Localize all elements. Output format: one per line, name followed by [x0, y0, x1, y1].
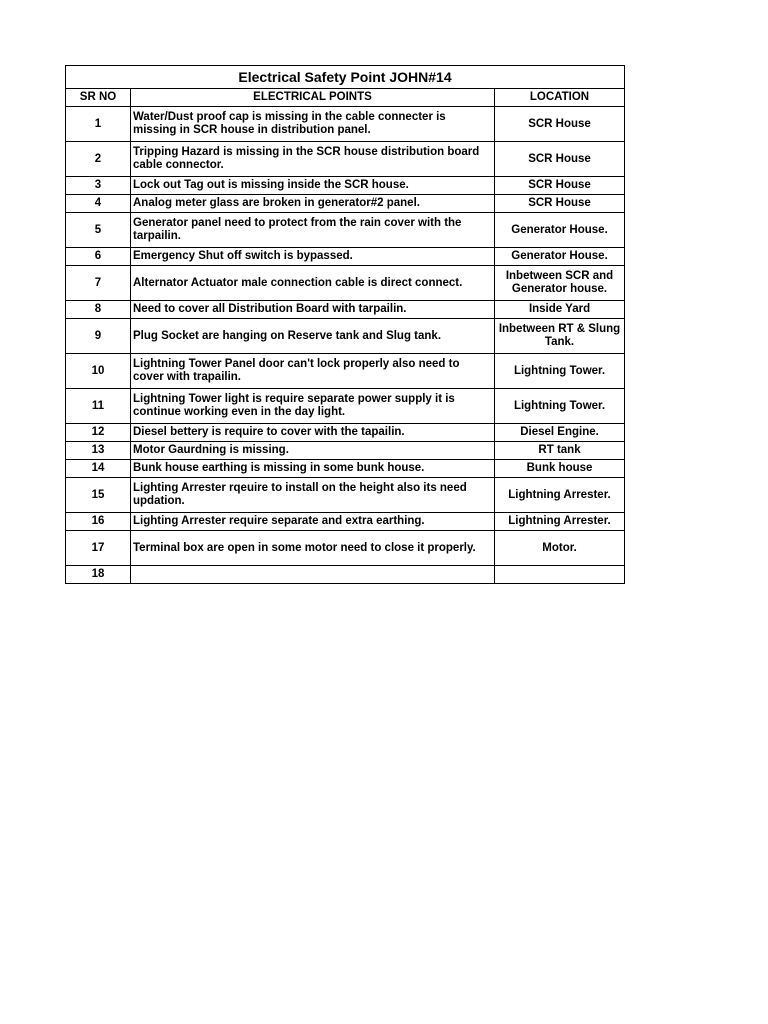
location-cell: Lightning Arrester.: [495, 513, 625, 531]
location-cell: Inbetween RT & Slung Tank.: [495, 319, 625, 354]
electrical-point-cell: Lighting Arrester rqeuire to install on the height also its need updation.: [131, 478, 495, 513]
table-row: [66, 266, 625, 301]
header-location: LOCATION: [495, 89, 625, 107]
electrical-point-cell: Water/Dust proof cap is missing in the cable connecter is missing in SCR house in distribution panel.: [131, 107, 495, 142]
header-sr-no: SR NO: [66, 89, 131, 107]
sr-no-cell: 17: [66, 531, 131, 566]
location-cell: Lightning Arrester.: [495, 478, 625, 513]
sr-no-cell: 14: [66, 460, 131, 478]
table-row: [66, 142, 625, 177]
electrical-point-cell: Lighting Arrester require separate and extra earthing.: [131, 513, 495, 531]
electrical-point-cell: Lock out Tag out is missing inside the SCR house.: [131, 177, 495, 195]
electrical-point-cell: Lightning Tower Panel door can't lock properly also need to cover with trapailin.: [131, 354, 495, 389]
table-row: [66, 248, 625, 266]
sr-no-cell: 15: [66, 478, 131, 513]
table-row: [66, 195, 625, 213]
table-row: [66, 107, 625, 142]
sr-no-cell: 5: [66, 213, 131, 248]
sr-no-cell: 16: [66, 513, 131, 531]
electrical-point-cell: Bunk house earthing is missing in some bunk house.: [131, 460, 495, 478]
sr-no-cell: 8: [66, 301, 131, 319]
table-row: [66, 442, 625, 460]
table-row: [66, 460, 625, 478]
location-cell: SCR House: [495, 195, 625, 213]
electrical-point-cell: Plug Socket are hanging on Reserve tank and Slug tank.: [131, 319, 495, 354]
electrical-point-cell: Lightning Tower light is require separate power supply it is continue working even in the day light.: [131, 389, 495, 424]
location-cell: RT tank: [495, 442, 625, 460]
sr-no-cell: 11: [66, 389, 131, 424]
location-cell: Diesel Engine.: [495, 424, 625, 442]
electrical-point-cell: Alternator Actuator male connection cable is direct connect.: [131, 266, 495, 301]
location-cell: SCR House: [495, 177, 625, 195]
location-cell: Generator House.: [495, 213, 625, 248]
sr-no-cell: 9: [66, 319, 131, 354]
location-cell: Lightning Tower.: [495, 389, 625, 424]
table-row: [66, 319, 625, 354]
table-row: [66, 566, 625, 584]
sr-no-cell: 18: [66, 566, 131, 584]
header-electrical-points: ELECTRICAL POINTS: [131, 89, 495, 107]
location-cell: Generator House.: [495, 248, 625, 266]
location-cell: Inside Yard: [495, 301, 625, 319]
electrical-point-cell: Terminal box are open in some motor need to close it properly.: [131, 531, 495, 566]
electrical-safety-table: [65, 65, 625, 584]
location-cell: Lightning Tower.: [495, 354, 625, 389]
location-cell: Inbetween SCR and Generator house.: [495, 266, 625, 301]
table-row: [66, 424, 625, 442]
location-cell: [495, 566, 625, 584]
sr-no-cell: 7: [66, 266, 131, 301]
electrical-point-cell: Generator panel need to protect from the rain cover with the tarpailin.: [131, 213, 495, 248]
table-row: [66, 213, 625, 248]
electrical-point-cell: Motor Gaurdning is missing.: [131, 442, 495, 460]
sr-no-cell: 10: [66, 354, 131, 389]
table-row: [66, 177, 625, 195]
sr-no-cell: 13: [66, 442, 131, 460]
location-cell: SCR House: [495, 107, 625, 142]
electrical-point-cell: Analog meter glass are broken in generator#2 panel.: [131, 195, 495, 213]
table-body: [66, 107, 625, 584]
location-cell: Bunk house: [495, 460, 625, 478]
table-row: [66, 389, 625, 424]
sr-no-cell: 6: [66, 248, 131, 266]
electrical-point-cell: Diesel bettery is require to cover with the tapailin.: [131, 424, 495, 442]
location-cell: SCR House: [495, 142, 625, 177]
sr-no-cell: 3: [66, 177, 131, 195]
table-row: [66, 531, 625, 566]
sr-no-cell: 1: [66, 107, 131, 142]
table-row: [66, 513, 625, 531]
electrical-point-cell: [131, 566, 495, 584]
electrical-point-cell: Tripping Hazard is missing in the SCR house distribution board cable connector.: [131, 142, 495, 177]
sr-no-cell: 4: [66, 195, 131, 213]
electrical-point-cell: Need to cover all Distribution Board with tarpailin.: [131, 301, 495, 319]
table-row: [66, 354, 625, 389]
sr-no-cell: 12: [66, 424, 131, 442]
electrical-point-cell: Emergency Shut off switch is bypassed.: [131, 248, 495, 266]
table-title: Electrical Safety Point JOHN#14: [66, 66, 625, 89]
table-row: [66, 301, 625, 319]
sr-no-cell: 2: [66, 142, 131, 177]
table-row: [66, 478, 625, 513]
location-cell: Motor.: [495, 531, 625, 566]
